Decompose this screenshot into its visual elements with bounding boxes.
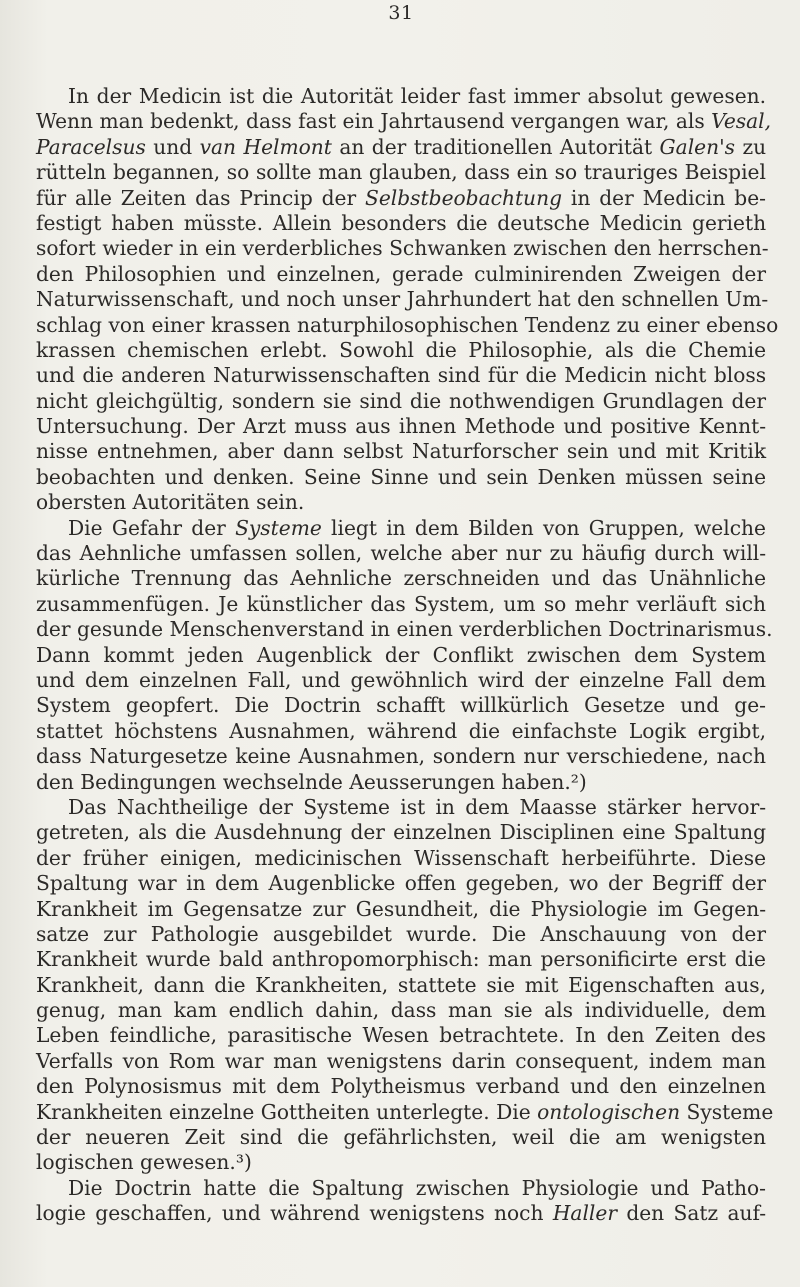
text-line: schlag von einer krassen naturphilosophischen Tendenz zu einer ebenso [36,312,779,337]
text-line: logischen gewesen.³) [36,1150,252,1175]
text-line: System geopfert. Die Doctrin schafft willkürlich Gesetze und ge- [36,693,766,718]
text-line: den Philosophien und einzelnen, gerade culminirenden Zweigen der [36,261,767,286]
text-line: obersten Autoritäten sein. [36,490,305,515]
text-line: Die Gefahr der Systeme liegt in dem Bilden von Gruppen, welche [68,515,766,540]
text-line: Untersuchung. Der Arzt muss aus ihnen Methode und positive Kennt- [36,414,767,439]
text-line: Verfalls von Rom war man wenigstens darin consequent, indem man [36,1048,766,1073]
text-line: logie geschaffen, und während wenigstens noch Haller den Satz auf- [36,1201,767,1226]
text-line: Paracelsus und van Helmont an der traditionellen Autorität Galen's zu [36,134,767,159]
text-line: rütteln begannen, so sollte man glauben, dass ein so trauriges Beispiel [36,160,766,185]
text-line: satze zur Pathologie ausgebildet wurde. Die Anschauung von der [36,921,767,946]
text-line: nicht gleichgültig, sondern sie sind die nothwendigen Grundlagen der [36,388,767,413]
text-line: und die anderen Naturwissenschaften sind für die Medicin nicht bloss [36,363,767,388]
text-line: stattet höchstens Ausnahmen, während die einfachste Logik ergibt, [36,718,767,743]
text-line: zusammenfügen. Je künstlicher das System, um so mehr verläuft sich [36,591,767,616]
text-line: getreten, als die Ausdehnung der einzelnen Disciplinen eine Spaltung [36,820,767,845]
text-line: Spaltung war in dem Augenblicke offen gegeben, wo der Begriff der [36,871,767,896]
text-line: Krankheit wurde bald anthropomorphisch: man personificirte erst die [36,947,766,972]
text-line: Krankheit im Gegensatze zur Gesundheit, die Physiologie im Gegen- [36,896,767,921]
text-line: Leben feindliche, parasitische Wesen betrachtete. In den Zeiten des [36,1023,766,1048]
text-line: festigt haben müsste. Allein besonders die deutsche Medicin gerieth [36,210,767,235]
text-line: den Bedingungen wechselnde Aeusserungen haben.²) [36,769,587,794]
text-line: den Polynosismus mit dem Polytheismus verband und den einzelnen [36,1074,767,1099]
text-line: das Aehnliche umfassen sollen, welche aber nur zu häufig durch will- [36,541,767,566]
text-line: Krankheit, dann die Krankheiten, stattete sie mit Eigenschaften aus, [36,972,766,997]
text-line: und dem einzelnen Fall, und gewöhnlich wird der einzelne Fall dem [36,667,767,692]
body-text [36,84,779,1227]
text-line: Krankheiten einzelne Gottheiten unterlegte. Die ontologischen Systeme [36,1099,774,1124]
text-line: genug, man kam endlich dahin, dass man sie als individuelle, dem [36,998,767,1023]
page-number: 31 [388,2,414,24]
text-line: sofort wieder in ein verderbliches Schwanken zwischen den herrschen- [36,236,769,261]
text-line: Das Nachtheilige der Systeme ist in dem Maasse stärker hervor- [68,794,767,819]
text-line: für alle Zeiten das Princip der Selbstbeobachtung in der Medicin be- [36,185,766,210]
text-line: Naturwissenschaft, und noch unser Jahrhundert hat den schnellen Um- [36,287,769,312]
text-line: krassen chemischen erlebt. Sowohl die Philosophie, als die Chemie [36,337,767,362]
text-line: kürliche Trennung das Aehnliche zerschneiden und das Unähnliche [36,566,767,591]
text-line: Wenn man bedenkt, dass fast ein Jahrtausend vergangen war, als Vesal, [36,109,772,134]
text-line: dass Naturgesetze keine Ausnahmen, sondern nur verschiedene, nach [36,744,766,769]
text-line: nisse entnehmen, aber dann selbst Naturforscher sein und mit Kritik [36,439,767,464]
text-line: In der Medicin ist die Autorität leider fast immer absolut gewesen. [68,84,767,108]
text-line: der neueren Zeit sind die gefährlichsten, weil die am wenigsten [36,1125,767,1150]
text-line: Die Doctrin hatte die Spaltung zwischen Physiologie und Patho- [68,1175,766,1200]
text-line: der gesunde Menschenverstand in einen verderblichen Doctrinarismus. [36,617,773,642]
text-line: Dann kommt jeden Augenblick der Conflikt zwischen dem System [36,642,767,667]
text-line: beobachten und denken. Seine Sinne und sein Denken müssen seine [36,464,767,489]
text-line: der früher einigen, medicinischen Wissenschaft herbeiführte. Diese [36,845,767,870]
